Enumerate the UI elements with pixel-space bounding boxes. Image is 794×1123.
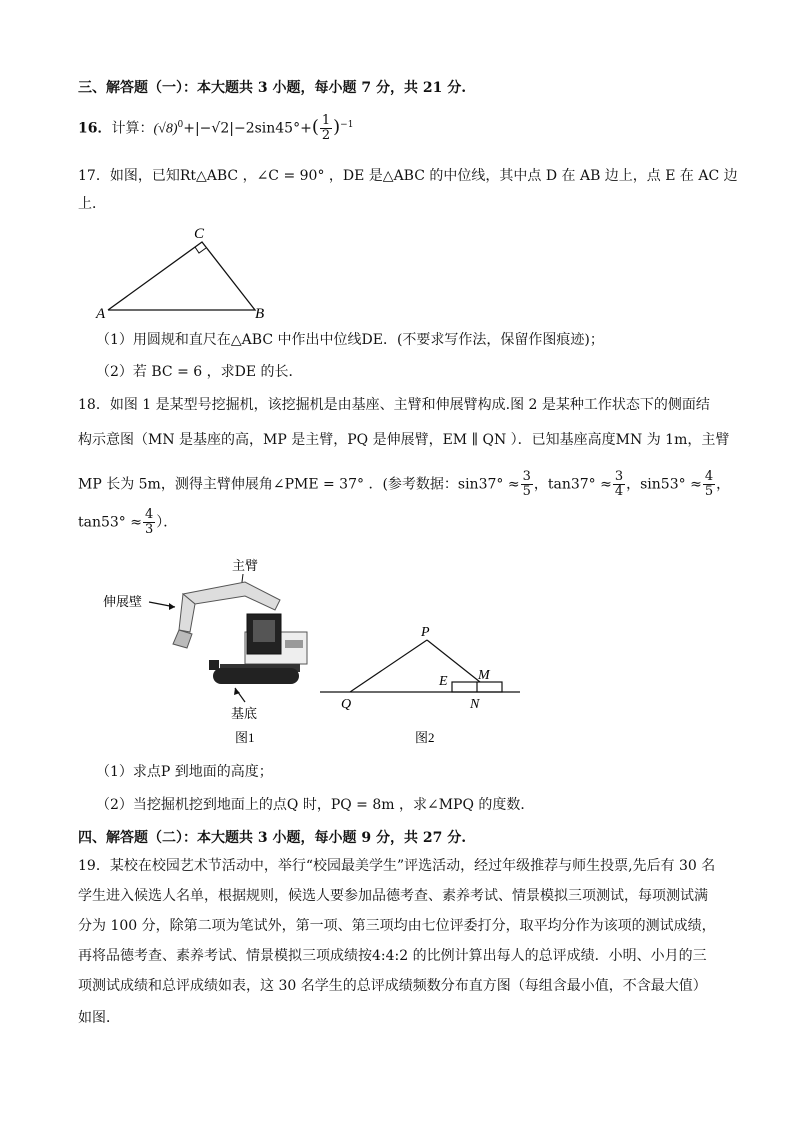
label-p: P	[421, 625, 430, 640]
question-19-line-1: 19．某校在校园艺术节活动中，举行“校园最美学生”评选活动，经过年级推荐与师生投票,先后有 30 名	[78, 858, 716, 874]
question-17-line-1: 17．如图，已知Rt△ABC ，∠C = 90° ，DE 是△ABC 的中位线，其中点 D 在 AB 边上，点 E 在 AC 边	[78, 168, 738, 184]
right-angle-marker	[195, 247, 206, 253]
triangle-abc-figure	[90, 222, 280, 322]
question-18-line-2: 构示意图（MN 是基座的高，MP 是主臂，PQ 是伸展臂，EM ∥ QN ）．已知基座高度MN 为 1m，主臂	[78, 432, 730, 448]
figure-2-diagram	[315, 620, 530, 750]
excavator-boom	[183, 582, 280, 610]
question-18-sub-1: （1）求点P 到地面的高度；	[96, 764, 273, 780]
label-extension-arm: 伸展壁	[103, 594, 143, 609]
question-16: 16．计算：$(√8)^0+|-√2|-2\sin 45^\circ+$( $\frac{1}{2}$ )$^{-1}$	[78, 113, 354, 143]
segment-pm	[427, 640, 480, 682]
label-c: C	[194, 226, 205, 242]
question-16-prefix: 计算：	[111, 120, 154, 137]
question-17-line-2: 上．	[78, 196, 106, 212]
section-4-title: 四、解答题（二）：本大题共 3 小题，每小题 9 分，共 27 分.	[78, 830, 467, 846]
question-19-line-4: 再将品德考查、素养考试、情景模拟三项成绩按4:4:2 的比例计算出每人的总评成绩．小明、小月的三	[78, 948, 707, 964]
q16-expr-a: (√8)	[153, 121, 178, 137]
figure-2-caption: 图2	[415, 730, 435, 745]
question-19-line-2: 学生进入候选人名单，根据规则，候选人要参加品德考查、素养考试、情景模拟三项测试，每项测试满	[78, 888, 708, 904]
question-19-line-3: 分为 100 分，除第二项为笔试外，第一项、第三项均由七位评委打分，取平均分作为该项的测试成绩，	[78, 918, 716, 934]
frac-sin37: $\frac{3}{5}$	[522, 469, 531, 499]
frac-tan37: $\frac{3}{4}$	[614, 469, 624, 499]
question-17-sub-2: （2）若 BC = 6 ，求DE 的长．	[96, 364, 303, 380]
q16-exp-zero: 0	[177, 119, 184, 130]
excavator-bucket	[173, 630, 192, 648]
label-m: M	[478, 668, 490, 683]
label-e: E	[439, 674, 448, 689]
label-main-arm: 主臂	[232, 558, 259, 573]
question-17-sub-1: （1）用圆规和直尺在△ABC 中作出中位线DE．(不要求写作法，保留作图痕迹)；	[96, 332, 604, 348]
question-18-line-1: 18．如图 1 是某型号挖掘机，该挖掘机是由基座、主臂和伸展臂构成.图 2 是某种工作状态下的侧面结	[78, 397, 710, 413]
label-q: Q	[341, 697, 352, 712]
question-18-line-3: MP 长为 5m，测得主臂伸展角∠PME = 37° ．(参考数据：sin37° ≈ $\frac{3}{5}$ ，tan37° ≈ $\frac{3}{4}$ ，sin53° ≈ $\frac{4}{5}$ ，	[78, 469, 731, 499]
question-19-line-6: 如图．	[78, 1010, 120, 1026]
q16-half-fraction: $\frac{1}{2}$	[321, 113, 331, 143]
question-16-number: 16．	[78, 120, 112, 137]
label-a: A	[96, 306, 106, 322]
excavator-track	[213, 668, 299, 684]
figure-1-excavator	[95, 552, 315, 752]
label-n: N	[470, 697, 480, 712]
triangle-abc	[108, 242, 255, 310]
section-3-title: 三、解答题（一）：本大题共 3 小题，每小题 7 分，共 21 分.	[78, 80, 467, 96]
frac-sin53: $\frac{4}{5}$	[704, 469, 714, 499]
q16-expr-b: +|−√2|−2sin45°+	[183, 120, 312, 137]
q16-exp-neg-one: −1	[340, 119, 354, 130]
question-19-line-5: 项测试成绩和总评成绩如表，这 30 名学生的总评成绩频数分布直方图（每组含最小值，不含最大值）	[78, 978, 707, 994]
frac-tan53: $\frac{4}{3}$	[144, 507, 154, 537]
label-base: 基底	[231, 706, 258, 721]
question-18-sub-2: （2）当挖掘机挖到地面上的点Q 时，PQ = 8m ，求∠MPQ 的度数．	[96, 797, 535, 813]
segment-pq	[350, 640, 427, 692]
label-b: B	[255, 306, 265, 322]
figure-1-caption: 图1	[235, 730, 255, 745]
question-18-line-4: tan53° ≈ $\frac{4}{3}$ ）．	[78, 507, 178, 537]
